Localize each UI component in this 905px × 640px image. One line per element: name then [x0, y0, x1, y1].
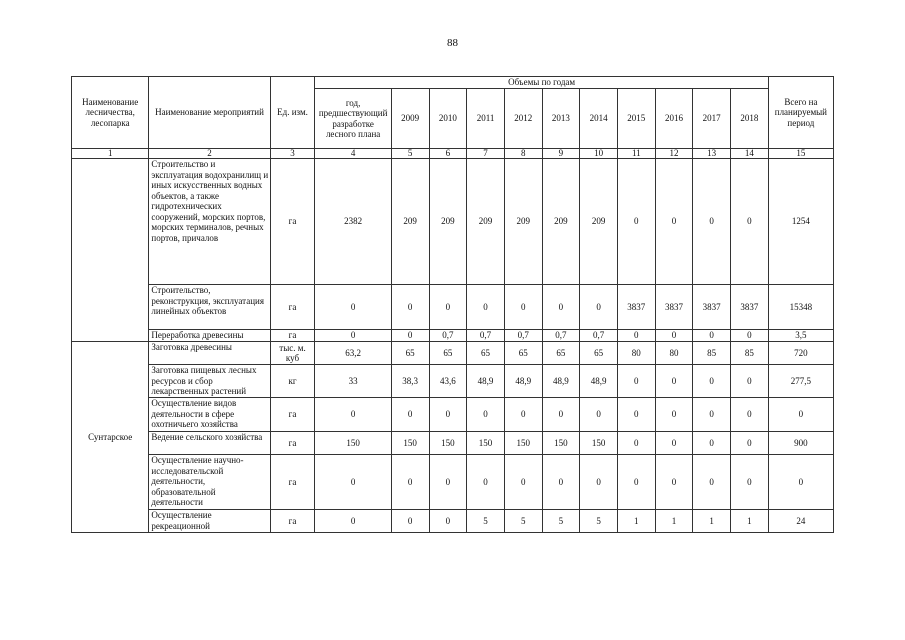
year-value-cell: 65: [391, 342, 429, 365]
unit-cell: га: [270, 455, 315, 510]
year-value-cell: 0: [693, 330, 731, 342]
total-cell: 900: [768, 432, 833, 455]
column-number: 11: [617, 149, 655, 159]
year-value-cell: 80: [617, 342, 655, 365]
activity-cell: Строительство и эксплуатация водохранилищ и иных искусственных водных объектов, а также гидротехнических сооружений, морских портов, морских терминалов, речных портов, причалов: [149, 159, 270, 285]
year-value-cell: 209: [429, 159, 467, 285]
table-row: [72, 342, 834, 365]
column-number-row: [72, 149, 834, 159]
year-value-cell: 0,7: [542, 330, 580, 342]
year-value-cell: 0: [693, 365, 731, 398]
year-value-cell: 1: [693, 510, 731, 533]
year-value-cell: 0: [429, 285, 467, 330]
year-value-cell: 0: [617, 455, 655, 510]
year-value-cell: 3837: [655, 285, 693, 330]
year-value-cell: 3837: [617, 285, 655, 330]
year-value-cell: 209: [504, 159, 542, 285]
activity-cell: Заготовка древесины: [149, 342, 270, 365]
year-value-cell: 0: [504, 455, 542, 510]
unit-cell: га: [270, 159, 315, 285]
year-value-cell: 0,7: [504, 330, 542, 342]
year-value-cell: 0: [655, 398, 693, 432]
year-value-cell: 150: [429, 432, 467, 455]
header-year: 2012: [504, 89, 542, 149]
year-value-cell: 209: [467, 159, 505, 285]
year-value-cell: 65: [542, 342, 580, 365]
year-value-cell: 0: [504, 398, 542, 432]
unit-cell: тыс. м. куб: [270, 342, 315, 365]
year-value-cell: 0: [504, 285, 542, 330]
table-row: [72, 510, 834, 533]
year-value-cell: 3837: [693, 285, 731, 330]
column-number: 15: [768, 149, 833, 159]
header-forestry: Наименование лесничества, лесопарка: [72, 77, 149, 149]
header-total: Всего на планируемый период: [768, 77, 833, 149]
year-value-cell: 0: [542, 285, 580, 330]
total-cell: 720: [768, 342, 833, 365]
column-number: 7: [467, 149, 505, 159]
header-unit: Ед. изм.: [270, 77, 315, 149]
year-value-cell: 38,3: [391, 365, 429, 398]
column-number: 6: [429, 149, 467, 159]
year-value-cell: 85: [693, 342, 731, 365]
column-number: 13: [693, 149, 731, 159]
table-row: [72, 455, 834, 510]
year-value-cell: 65: [429, 342, 467, 365]
unit-cell: кг: [270, 365, 315, 398]
year-value-cell: 48,9: [580, 365, 618, 398]
base-value-cell: 0: [315, 455, 391, 510]
table-row: [72, 330, 834, 342]
column-number: 8: [504, 149, 542, 159]
year-value-cell: 0: [429, 398, 467, 432]
year-value-cell: 0: [655, 159, 693, 285]
year-value-cell: 0: [391, 455, 429, 510]
year-value-cell: 0,7: [429, 330, 467, 342]
year-value-cell: 0: [391, 510, 429, 533]
year-value-cell: 0: [693, 455, 731, 510]
total-cell: 3,5: [768, 330, 833, 342]
year-value-cell: 150: [504, 432, 542, 455]
activity-cell: Осуществление научно-исследовательской деятельности, образовательной деятельности: [149, 455, 270, 510]
forest-plan-table: [71, 76, 834, 533]
year-value-cell: 43,6: [429, 365, 467, 398]
column-number: 12: [655, 149, 693, 159]
unit-cell: га: [270, 330, 315, 342]
year-value-cell: 209: [391, 159, 429, 285]
column-number: 2: [149, 149, 270, 159]
year-value-cell: 209: [542, 159, 580, 285]
year-value-cell: 0: [731, 455, 769, 510]
year-value-cell: 0: [542, 398, 580, 432]
column-number: 3: [270, 149, 315, 159]
base-value-cell: 0: [315, 398, 391, 432]
year-value-cell: 0: [731, 365, 769, 398]
unit-cell: га: [270, 510, 315, 533]
column-number: 1: [72, 149, 149, 159]
activity-cell: Осуществление видов деятельности в сфере охотничьего хозяйства: [149, 398, 270, 432]
header-year: 2009: [391, 89, 429, 149]
year-value-cell: 48,9: [542, 365, 580, 398]
year-value-cell: 0: [655, 432, 693, 455]
year-value-cell: 0: [467, 455, 505, 510]
year-value-cell: 150: [391, 432, 429, 455]
year-value-cell: 5: [580, 510, 618, 533]
year-value-cell: 1: [655, 510, 693, 533]
header-year: 2013: [542, 89, 580, 149]
year-value-cell: 5: [504, 510, 542, 533]
activity-cell: Заготовка пищевых лесных ресурсов и сбор лекарственных растений: [149, 365, 270, 398]
header-year: 2011: [467, 89, 505, 149]
year-value-cell: 0: [580, 285, 618, 330]
year-value-cell: 85: [731, 342, 769, 365]
year-value-cell: 5: [542, 510, 580, 533]
year-value-cell: 65: [467, 342, 505, 365]
year-value-cell: 0: [655, 455, 693, 510]
header-activity: Наименование мероприятий: [149, 77, 270, 149]
year-value-cell: 0: [617, 159, 655, 285]
year-value-cell: 150: [580, 432, 618, 455]
year-value-cell: 80: [655, 342, 693, 365]
activity-cell: Строительство, реконструкция, эксплуатация линейных объектов: [149, 285, 270, 330]
year-value-cell: 5: [467, 510, 505, 533]
year-value-cell: 0: [655, 365, 693, 398]
base-value-cell: 0: [315, 330, 391, 342]
table-row: [72, 285, 834, 330]
forestry-name-cell: Сунтарское: [72, 342, 149, 533]
total-cell: 0: [768, 455, 833, 510]
year-value-cell: 65: [504, 342, 542, 365]
base-value-cell: 33: [315, 365, 391, 398]
forestry-name-cell: [72, 159, 149, 342]
year-value-cell: 0: [391, 398, 429, 432]
header-year: 2017: [693, 89, 731, 149]
activity-cell: Ведение сельского хозяйства: [149, 432, 270, 455]
column-number: 14: [731, 149, 769, 159]
year-value-cell: 0: [467, 398, 505, 432]
header-base-year: год, предшествующий разработке лесного плана: [315, 89, 391, 149]
header-year: 2010: [429, 89, 467, 149]
column-number: 4: [315, 149, 391, 159]
year-value-cell: 0: [655, 330, 693, 342]
header-year: 2016: [655, 89, 693, 149]
year-value-cell: 0: [693, 398, 731, 432]
year-value-cell: 0,7: [467, 330, 505, 342]
column-number: 9: [542, 149, 580, 159]
year-value-cell: 0: [580, 398, 618, 432]
year-value-cell: 0: [731, 398, 769, 432]
year-value-cell: 0: [617, 432, 655, 455]
year-value-cell: 0: [617, 398, 655, 432]
base-value-cell: 150: [315, 432, 391, 455]
year-value-cell: 0: [542, 455, 580, 510]
column-number: 10: [580, 149, 618, 159]
total-cell: 277,5: [768, 365, 833, 398]
table-row: [72, 365, 834, 398]
year-value-cell: 48,9: [467, 365, 505, 398]
base-value-cell: 0: [315, 510, 391, 533]
year-value-cell: 65: [580, 342, 618, 365]
year-value-cell: 3837: [731, 285, 769, 330]
year-value-cell: 1: [617, 510, 655, 533]
year-value-cell: 0: [693, 159, 731, 285]
total-cell: 15348: [768, 285, 833, 330]
year-value-cell: 0: [429, 455, 467, 510]
unit-cell: га: [270, 398, 315, 432]
year-value-cell: 0: [391, 285, 429, 330]
header-year: 2014: [580, 89, 618, 149]
year-value-cell: 0: [467, 285, 505, 330]
year-value-cell: 209: [580, 159, 618, 285]
year-value-cell: 0: [617, 330, 655, 342]
base-value-cell: 63,2: [315, 342, 391, 365]
year-value-cell: 150: [542, 432, 580, 455]
total-cell: 1254: [768, 159, 833, 285]
header-volumes-group: Объемы по годам: [315, 77, 768, 89]
year-value-cell: 0: [429, 510, 467, 533]
base-value-cell: 2382: [315, 159, 391, 285]
table-row: [72, 432, 834, 455]
year-value-cell: 0,7: [580, 330, 618, 342]
year-value-cell: 48,9: [504, 365, 542, 398]
header-year: 2018: [731, 89, 769, 149]
table-row: [72, 398, 834, 432]
total-cell: 24: [768, 510, 833, 533]
column-number: 5: [391, 149, 429, 159]
year-value-cell: 0: [391, 330, 429, 342]
page-number: 88: [447, 37, 458, 49]
table-row: [72, 159, 834, 285]
base-value-cell: 0: [315, 285, 391, 330]
unit-cell: га: [270, 432, 315, 455]
year-value-cell: 0: [731, 330, 769, 342]
year-value-cell: 1: [731, 510, 769, 533]
year-value-cell: 0: [693, 432, 731, 455]
year-value-cell: 0: [731, 159, 769, 285]
activity-cell: Переработка древесины: [149, 330, 270, 342]
year-value-cell: 0: [731, 432, 769, 455]
year-value-cell: 150: [467, 432, 505, 455]
year-value-cell: 0: [617, 365, 655, 398]
activity-cell: Осуществление рекреационной: [149, 510, 270, 533]
total-cell: 0: [768, 398, 833, 432]
year-value-cell: 0: [580, 455, 618, 510]
header-year: 2015: [617, 89, 655, 149]
unit-cell: га: [270, 285, 315, 330]
